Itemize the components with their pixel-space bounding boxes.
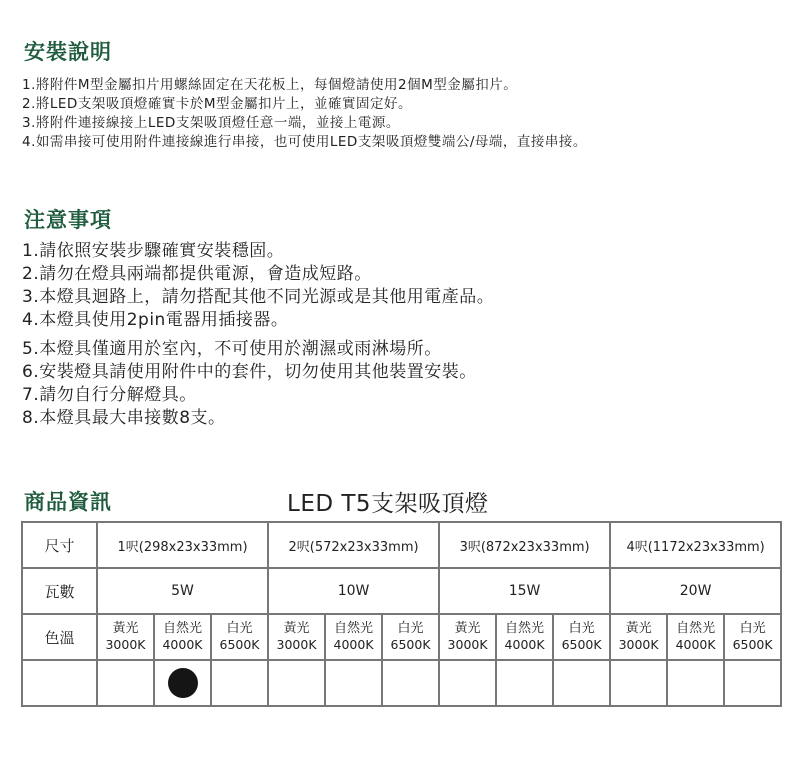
notice-item: 4.本燈具使用2pin電器用插接器。 <box>22 310 289 330</box>
selection-cell <box>211 660 268 706</box>
selection-cell <box>553 660 610 706</box>
temp-cell <box>439 614 496 660</box>
selection-cell <box>97 660 154 706</box>
temp-kelvin: 3000K <box>447 637 488 652</box>
temp-kelvin: 3000K <box>618 637 659 652</box>
size-cell: 1呎(298x23x33mm) <box>97 522 268 568</box>
temp-name: 自然光 <box>505 621 545 636</box>
temp-label: 色溫 <box>22 614 97 660</box>
temp-kelvin: 6500K <box>732 637 773 652</box>
temp-cell <box>553 614 610 660</box>
temp-name: 黃光 <box>625 621 652 636</box>
temp-cell <box>268 614 325 660</box>
temp-name: 黃光 <box>454 621 481 636</box>
notice-item: 7.請勿自行分解燈具。 <box>22 385 197 405</box>
selection-cell <box>496 660 553 706</box>
install-heading: 安裝說明 <box>24 40 112 64</box>
temp-cell <box>496 614 553 660</box>
temp-row <box>22 614 781 660</box>
watt-cell: 10W <box>268 568 439 614</box>
size-label: 尺寸 <box>22 522 97 568</box>
temp-cell <box>610 614 667 660</box>
selection-cell <box>439 660 496 706</box>
temp-kelvin: 4000K <box>333 637 374 652</box>
temp-kelvin: 6500K <box>390 637 431 652</box>
temp-kelvin: 4000K <box>504 637 545 652</box>
temp-name: 黃光 <box>112 621 139 636</box>
notice-item: 2.請勿在燈具兩端都提供電源，會造成短路。 <box>22 264 372 284</box>
product-title: LED T5支架吸頂燈 <box>287 491 489 517</box>
temp-name: 黃光 <box>283 621 310 636</box>
temp-kelvin: 6500K <box>219 637 260 652</box>
temp-cell <box>667 614 724 660</box>
watt-cell: 15W <box>439 568 610 614</box>
product-heading: 商品資訊 <box>24 490 112 514</box>
size-cell: 4呎(1172x23x33mm) <box>610 522 781 568</box>
selected-dot-icon <box>168 668 198 698</box>
temp-kelvin: 3000K <box>276 637 317 652</box>
notice-item: 6.安裝燈具請使用附件中的套件，切勿使用其他裝置安裝。 <box>22 362 477 382</box>
temp-name: 白光 <box>226 621 253 636</box>
temp-kelvin: 6500K <box>561 637 602 652</box>
temp-name: 自然光 <box>162 621 202 636</box>
notice-item: 3.本燈具迴路上，請勿搭配其他不同光源或是其他用電產品。 <box>22 287 495 307</box>
temp-cell <box>325 614 382 660</box>
size-cell: 2呎(572x23x33mm) <box>268 522 439 568</box>
temp-kelvin: 4000K <box>675 637 716 652</box>
spec-table <box>21 521 782 707</box>
selection-cell <box>724 660 781 706</box>
selection-cell <box>382 660 439 706</box>
selection-cell <box>154 660 211 706</box>
notice-item: 1.請依照安裝步驟確實安裝穩固。 <box>22 241 285 261</box>
notice-item: 8.本燈具最大串接數8支。 <box>22 408 226 428</box>
temp-name: 白光 <box>397 621 424 636</box>
install-item: 3.將附件連接線接上LED支架吸頂燈任意一端，並接上電源。 <box>22 115 400 131</box>
temp-kelvin: 3000K <box>105 637 146 652</box>
selection-cell-empty <box>22 660 97 706</box>
temp-name: 白光 <box>568 621 595 636</box>
temp-name: 自然光 <box>334 621 374 636</box>
watt-row <box>22 568 781 614</box>
temp-cell <box>154 614 211 660</box>
install-list <box>22 76 587 152</box>
watt-label: 瓦數 <box>22 568 97 614</box>
selection-cell <box>610 660 667 706</box>
notice-heading: 注意事項 <box>24 208 112 232</box>
temp-cell <box>382 614 439 660</box>
temp-cell <box>97 614 154 660</box>
selection-row <box>22 660 781 706</box>
temp-kelvin: 4000K <box>162 637 203 652</box>
temp-name: 自然光 <box>676 621 716 636</box>
selection-cell <box>268 660 325 706</box>
install-item: 1.將附件M型金屬扣片用螺絲固定在天花板上，每個燈請使用2個M型金屬扣片。 <box>22 77 518 93</box>
install-item: 2.將LED支架吸頂燈確實卡於M型金屬扣片上，並確實固定好。 <box>22 96 412 112</box>
notice-item: 5.本燈具僅適用於室內，不可使用於潮濕或雨淋場所。 <box>22 339 442 359</box>
size-cell: 3呎(872x23x33mm) <box>439 522 610 568</box>
notice-list <box>22 240 494 430</box>
watt-cell: 5W <box>97 568 268 614</box>
selection-cell <box>325 660 382 706</box>
selection-cell <box>667 660 724 706</box>
temp-cell <box>211 614 268 660</box>
temp-cell <box>724 614 781 660</box>
watt-cell: 20W <box>610 568 781 614</box>
install-item: 4.如需串接可使用附件連接線進行串接，也可使用LED支架吸頂燈雙端公/母端，直接串接。 <box>22 134 587 150</box>
temp-name: 白光 <box>739 621 766 636</box>
size-row <box>22 522 781 568</box>
